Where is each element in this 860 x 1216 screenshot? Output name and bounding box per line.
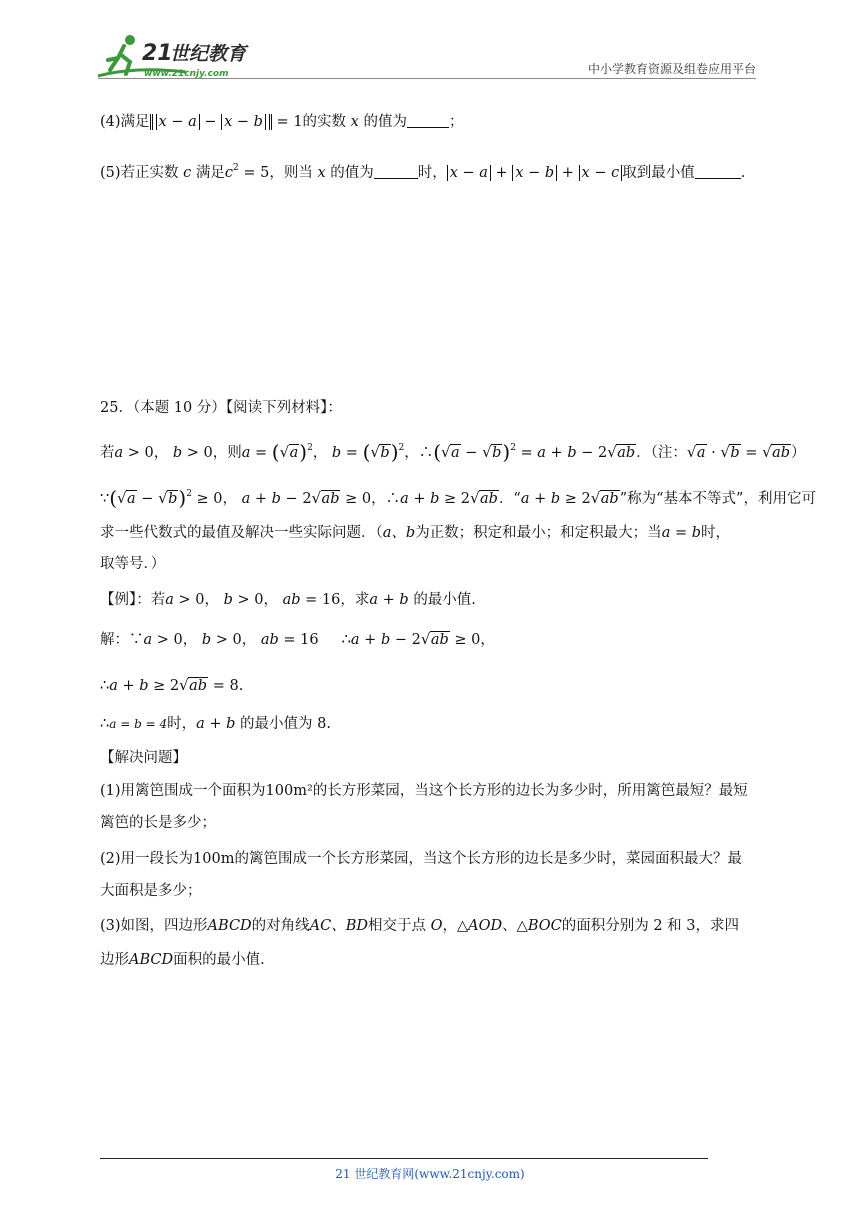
q25-title: 25．（本题 10 分）【阅读下列材料】： <box>100 400 342 416</box>
text-segment: 的篱笆围成一个长方形菜园，当这个长方形的边长是多少时，菜园面积最大？最 <box>234 851 742 867</box>
q24-p5-min: 取到最小值 <box>622 165 695 181</box>
q25-part3-line1 <box>100 916 739 936</box>
q25-solution-line1: 解：∵a > 0， b > 0， ab = 16 ∴a + b − 2√ ab ≥ 0， <box>100 630 495 650</box>
q24-p5-val: 的值为 <box>330 165 374 181</box>
text-segment: ， <box>241 632 257 648</box>
q24-p4-prefix: (4)满足 <box>100 114 150 130</box>
text-segment: 的长方形菜园，当这个长方形的边长为多少时，所用篱笆最短？最短 <box>312 783 748 799</box>
text-segment: a、b <box>382 525 416 541</box>
text-segment: ∴ <box>341 632 351 648</box>
q24-p5-end: . <box>740 165 746 181</box>
q25-material-line4: 取等号．） <box>100 556 166 572</box>
text-segment: 求一些代数式的最值及解决一些实际问题．（ <box>100 525 383 541</box>
text-segment: ，∴ <box>371 491 401 507</box>
q24-p5-prefix: (5)若正实数 <box>100 165 179 181</box>
text-segment: a = b = 4 <box>109 717 168 731</box>
svg-text:21: 21 <box>142 41 173 66</box>
q25-part2-line2: 大面积是多少； <box>100 883 202 899</box>
text-segment: ， <box>153 445 169 461</box>
text-segment: 100m <box>193 851 235 867</box>
q24-part4 <box>100 112 463 132</box>
text-segment: ，则 <box>212 445 242 461</box>
q24-p4-eq: = 1 <box>271 114 303 130</box>
q25-part3-line2 <box>100 950 265 970</box>
text-segment: 【例】：若 <box>100 592 166 608</box>
text-segment: ， <box>312 445 328 461</box>
svg-text:世纪教育: 世纪教育 <box>170 43 247 65</box>
text-segment: 解：∵ <box>100 632 144 648</box>
text-segment: △AOD <box>457 918 503 934</box>
text-segment: ∴ <box>100 716 110 732</box>
q24-p4-suffix: 的值为 <box>363 114 407 130</box>
text-segment: ∵ <box>100 491 110 507</box>
text-segment: 的面积分别为 2 和 3，求四 <box>561 918 740 934</box>
footer-link[interactable]: 21 世纪教育网(www.21cnjy.com) <box>335 1167 525 1181</box>
text-segment: ，∴ <box>404 445 434 461</box>
text-segment: 为正数；积定和最小；和定积最大；当 <box>415 525 662 541</box>
text-segment: O <box>430 918 443 934</box>
q24-p5-x: x <box>317 165 326 181</box>
text-segment: 时， <box>700 525 730 541</box>
solve-problems-heading: 【解决问题】 <box>100 750 187 766</box>
text-segment: ．（注： <box>636 445 687 461</box>
footer-divider <box>100 1158 708 1159</box>
text-segment: AC、BD <box>309 918 369 934</box>
q25-solution-line3 <box>100 714 331 734</box>
q24-p5-mid: 满足 <box>195 165 225 181</box>
text-segment: a + b <box>196 716 236 732</box>
text-segment: △BOC <box>516 918 562 934</box>
text-segment: ， <box>204 592 219 608</box>
q24-p5-time: 时， <box>417 165 447 181</box>
q25-example: 【例】：若a > 0， b > 0， ab = 16，求a + b 的最小值. <box>100 592 476 608</box>
q24-p5-c: c <box>183 165 192 181</box>
text-segment: (2)用一段长为 <box>100 851 194 867</box>
text-segment: ， <box>182 632 198 648</box>
text-segment: ”称为“基本不等式”，利用它可 <box>619 491 816 507</box>
q24-p4-end: ； <box>448 114 464 130</box>
text-segment: 100m² <box>265 783 313 799</box>
q24-p4-x: x <box>350 114 359 130</box>
text-segment: 若 <box>100 445 115 461</box>
q25-material-line2: ∵(√ a − √ b)$^2$ ≥ 0， a + b − 2√ ab ≥ 0，∴a + b ≥ 2√ ab．“a + b ≥ 2√ ab”称为“基本不等式”，利用它可 <box>100 484 816 509</box>
text-segment: (1)用篱笆围成一个面积为 <box>100 783 266 799</box>
text-segment: ．“ <box>498 491 521 507</box>
text-segment: . <box>238 678 244 694</box>
answer-blank[interactable] <box>374 164 418 179</box>
text-segment: ，求 <box>340 592 370 608</box>
q24-p5-cond: $c^2 = 5$ <box>224 163 270 181</box>
text-segment: ABCD <box>129 952 174 968</box>
q25-part1-line2: 篱笆的长是多少； <box>100 815 216 831</box>
header-platform-text: 中小学教育资源及组卷应用平台 <box>587 62 756 76</box>
q25-part1-line1 <box>100 781 748 801</box>
q25-part2-line1 <box>100 849 742 869</box>
text-segment: a = b <box>661 525 701 541</box>
text-segment: ABCD <box>207 918 252 934</box>
text-segment: 的最小值为 8. <box>239 716 331 732</box>
text-segment: 相交于点 <box>368 918 427 934</box>
text-segment: 时， <box>167 716 197 732</box>
header-divider <box>98 78 756 79</box>
answer-blank[interactable] <box>407 113 449 128</box>
q24-p5-expression: x − a + x − b + x − c <box>447 165 622 181</box>
text-segment: ， <box>480 632 495 648</box>
text-segment: 、 <box>502 918 517 934</box>
site-logo[interactable] <box>96 30 266 82</box>
q25-material-line3 <box>100 523 730 543</box>
text-segment: 的对角线 <box>251 918 310 934</box>
text-segment: (3)如图，四边形 <box>100 918 208 934</box>
text-segment: ， <box>263 592 278 608</box>
text-segment: ， <box>442 918 458 934</box>
text-segment: 边形 <box>100 952 129 968</box>
q24-p4-expression: x − a − x − b <box>150 114 272 130</box>
text-segment: ， <box>222 491 238 507</box>
text-segment: 面积的最小值. <box>173 952 265 968</box>
q24-part5 <box>100 158 745 183</box>
q25-solution-line2: ∴a + b ≥ 2√ ab = 8. <box>100 676 243 696</box>
text-segment: 的最小值. <box>413 592 476 608</box>
q24-p5-then: ，则当 <box>269 165 313 181</box>
text-segment: ∴ <box>100 678 110 694</box>
answer-blank[interactable] <box>695 164 741 179</box>
q25-material-line1: 若a > 0， b > 0，则a = (√ a)$^2$， b = (√ b)$^2$，∴(√ a − √ b)$^2$ = a + b − 2√ ab．（注：√ a · √ b = √ ab） <box>100 438 806 463</box>
q24-p4-mid: 的实数 <box>302 114 347 130</box>
runner-logo-icon <box>96 30 266 82</box>
text-segment: ） <box>791 445 806 461</box>
svg-text:www.21cnjy.com: www.21cnjy.com <box>144 69 229 79</box>
